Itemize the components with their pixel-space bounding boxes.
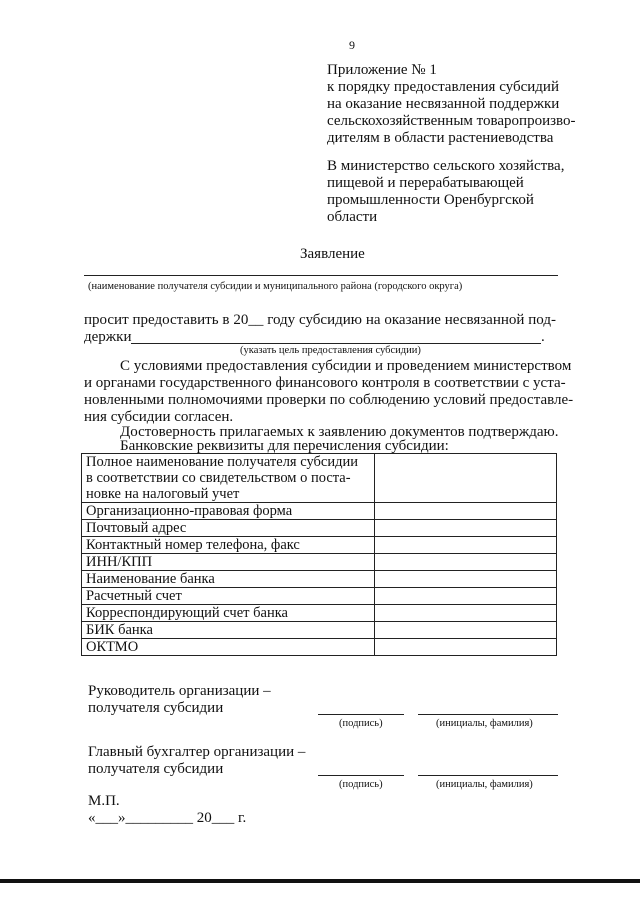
appendix-line: дителям в области растениеводства [327,130,554,146]
head-title-line-2: получателя субсидии [88,700,224,716]
paragraph-3: Банковские реквизиты для перечисления субсидии: [120,438,449,454]
addressee-line: области [327,209,378,225]
page-number: 9 [349,38,355,52]
accountant-signature-line [318,775,404,776]
head-signature-caption: (подпись) [339,718,383,729]
table-cell-value[interactable] [374,622,556,639]
table-row [82,503,557,520]
table-row [82,639,557,656]
head-signature-line [318,714,404,715]
table-cell-label: Организационно-правовая форма [82,503,375,520]
accountant-title-line-1: Главный бухгалтер организации – [88,744,306,760]
cell-text-line: в соответствии со свидетельством о поста- [86,470,351,486]
table-cell-label: Контактный номер телефона, факс [82,537,375,554]
addressee-line: пищевой и перерабатывающей [327,175,524,191]
recipient-caption: (наименование получателя субсидии и муниципального района (городского округа) [88,281,463,292]
accountant-title-line-2: получателя субсидии [88,761,224,777]
table-row [82,520,557,537]
head-title-line-1: Руководитель организации – [88,683,271,699]
bank-details-table [81,453,557,656]
recipient-name-line [84,275,558,276]
table-row [82,571,557,588]
table-cell-label: Наименование банка [82,571,375,588]
addressee-line: промышленности Оренбургской [327,192,534,208]
appendix-line: к порядку предоставления субсидий [327,79,559,95]
table-cell-value[interactable] [374,554,556,571]
accountant-signature-caption: (подпись) [339,779,383,790]
paragraph-2: Достоверность прилагаемых к заявлению документов подтверждаю. [120,424,559,440]
table-cell-label: Расчетный счет [82,588,375,605]
head-name-line [418,714,558,715]
table-cell-value[interactable] [374,605,556,622]
table-row [82,454,557,503]
appendix-line: сельскохозяйственным товаропроизво- [327,113,576,129]
table-cell-value[interactable] [374,454,556,503]
table-cell-value[interactable] [374,588,556,605]
accountant-name-line [418,775,558,776]
accountant-name-caption: (инициалы, фамилия) [436,779,533,790]
subsidy-purpose-line [131,343,541,344]
paragraph-1-line: С условиями предоставления субсидии и проведением министерством [120,358,572,374]
table-cell-label: БИК банка [82,622,375,639]
table-cell-value[interactable] [374,503,556,520]
table-cell-label: ОКТМО [82,639,375,656]
request-line-2-prefix: держки [84,329,132,345]
request-line-2-end: . [541,329,545,345]
table-cell-value[interactable] [374,537,556,554]
table-cell-label: Почтовый адрес [82,520,375,537]
head-name-caption: (инициалы, фамилия) [436,718,533,729]
stamp-mark: М.П. [88,793,120,809]
subsidy-purpose-caption: (указать цель предоставления субсидии) [240,345,421,356]
table-row [82,588,557,605]
paragraph-1-line: новленными полномочиями проверки по соблюдению условий предоставле- [84,392,574,408]
table-cell-value[interactable] [374,520,556,537]
table-row [82,554,557,571]
document-title: Заявление [300,246,365,262]
table-row [82,605,557,622]
table-cell-label: ИНН/КПП [82,554,375,571]
table-cell-value[interactable] [374,639,556,656]
cell-text-line: Полное наименование получателя субсидии [86,454,358,470]
appendix-line: на оказание несвязанной поддержки [327,96,560,112]
table-cell-value[interactable] [374,571,556,588]
paragraph-1-line: ния субсидии согласен. [84,409,234,425]
table-cell-label: Корреспондирующий счет банка [82,605,375,622]
appendix-line: Приложение № 1 [327,62,437,78]
table-cell-label [82,454,375,503]
table-row [82,622,557,639]
cell-text-line: новке на налоговый учет [86,486,240,502]
scan-border-bar [0,879,640,883]
table-row [82,537,557,554]
date-line: «___»_________ 20___ г. [88,810,247,826]
request-line-1: просит предоставить в 20__ году субсидию на оказание несвязанной под- [84,312,556,328]
addressee-line: В министерство сельского хозяйства, [327,158,565,174]
paragraph-1-line: и органами государственного финансового контроля в соответствии с уста- [84,375,566,391]
